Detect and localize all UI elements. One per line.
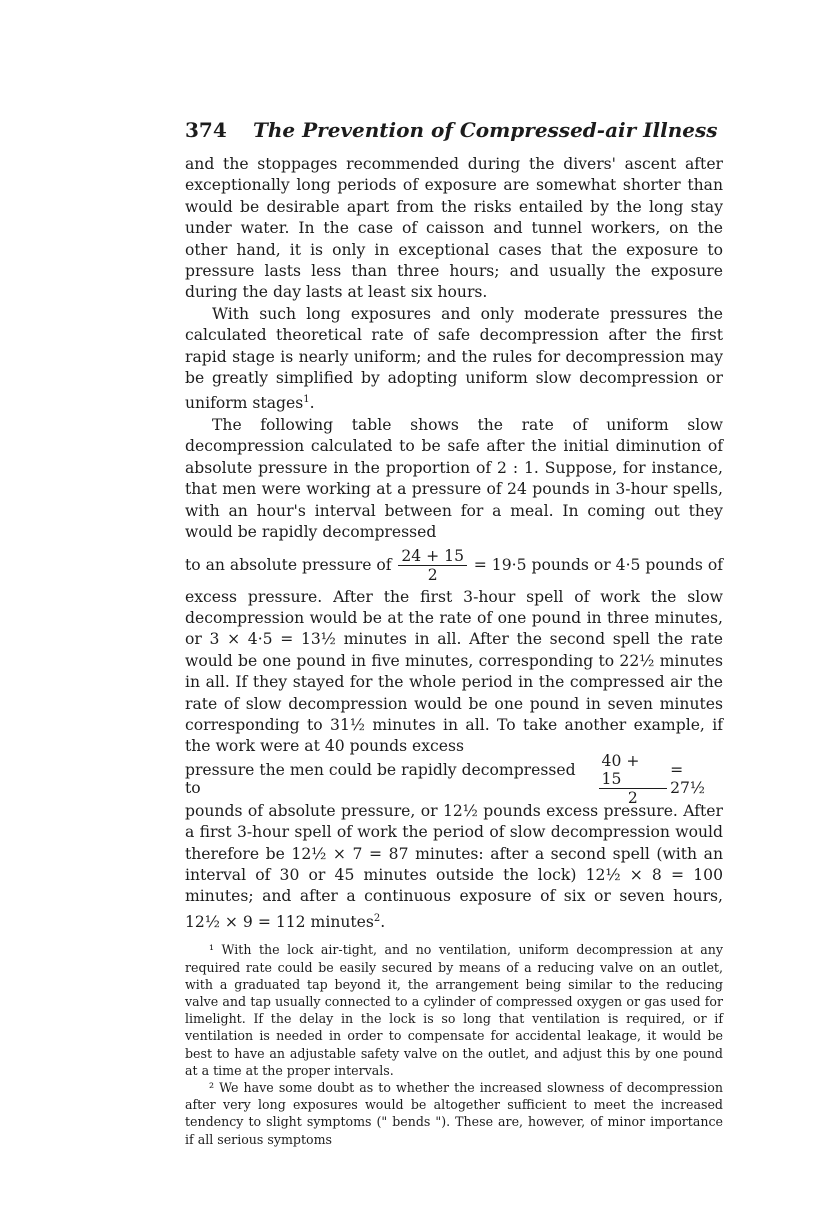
paragraph-3a: The following table shows the rate of uniform slow decompression calculated to be safe after the initial diminution of absolute pressure in the proportion of 2 : 1. Suppose, for instance, that men were working at a pressure of 24 pounds in 3-hour spells, with an hour's interval between for a meal. In coming out they would be rapidly decompressed [185, 416, 723, 542]
fraction-1 [398, 547, 467, 584]
page-number: 374 [185, 118, 227, 142]
paragraph-3b: excess pressure. After the first 3-hour spell of work the slow decompression would be at the rate of one pound in three minutes, or 3 × 4·5 = 13½ minutes in all. After the second spell the rate would be one pound in five minutes, corresponding to 22½ minutes in all. If they stayed for the whole period in the compressed air the rate of slow decompression would be one pound in seven minutes corresponding to 31½ minutes in all. To take another example, if the work were at 40 pounds excess [185, 587, 723, 756]
fraction-2-denominator: 2 [627, 788, 638, 807]
footnote-ref-1: 1 [303, 394, 310, 406]
page [185, 118, 723, 1148]
formula-line-2 [185, 751, 723, 807]
paragraph-1: and the stoppages recommended during the divers' ascent after exceptionally long periods of exposure are somewhat shorter than would be desirable apart from the risks entailed by the long stay under water. In the case of caisson and tunnel workers, on the other hand, it is only in exceptional cases that the exposure to pressure lasts less than three hours; and usually the exposure during the day lasts at least six hours. [185, 155, 723, 302]
formula-2-prefix: pressure the men could be rapidly decompressed to [185, 761, 576, 798]
paragraph-3c: pounds of absolute pressure, or 12½ pounds excess pressure. After a first 3-hour spell of work the period of slow decompression would therefore be 12½ × 7 = 87 minutes: after a second spell (with an interval of 30 or 45 minutes outside the lock) 12½ × 8 = 100 minutes; and after a continuous exposure of six or seven hours, 12½ × 9 = 112 minutes$^2$. [185, 801, 723, 931]
paragraph-2: With such long exposures and only moderate pressures the calculated theoretical rate of safe decompression after the first rapid stage is nearly uniform; and the rules for decompression may be greatly simplified by adopting uniform slow decompression or uniform stages$^1$. [185, 304, 723, 413]
fraction-1-denominator: 2 [427, 565, 438, 584]
body-text [185, 154, 723, 933]
formula-2-suffix: = 27½ [670, 761, 706, 798]
formula-line-1 [185, 544, 723, 587]
fraction-1-numerator: 24 + 15 [398, 547, 467, 566]
paragraph-2-text: With such long exposures and only moderate pressures the calculated theoretical rate of safe decompression after the first rapid stage is nearly uniform; and the rules for decompression may be greatly simplified by adopting uniform slow decompression or uniform stages [185, 304, 723, 413]
running-header [185, 118, 723, 154]
formula-1-prefix: to an absolute pressure of [185, 556, 392, 574]
fraction-2 [599, 752, 668, 807]
paragraph-3c-text: pounds of absolute pressure, or 12½ pounds excess pressure. After a first 3-hour spell of work the period of slow decompression would therefore be 12½ × 7 = 87 minutes: after a second spell (with an interval of 30 or 45 minutes outside the lock) 12½ × 8 = 100 minutes; and after a continuous exposure of six or seven hours, 12½ × 9 = 112 minutes [185, 801, 723, 931]
footnote-ref-2: 2 [373, 912, 381, 924]
running-title: The Prevention of Compressed-air Illness [253, 118, 718, 142]
footnotes [185, 941, 723, 1147]
footnote-2: ² We have some doubt as to whether the increased slowness of decompression after very long exposures would be altogether sufficient to meet the increased tendency to slight symptoms (" bends "). These are, however, of minor importance if all serious symptoms [185, 1080, 723, 1147]
formula-1-suffix: = 19·5 pounds or 4·5 pounds of [473, 556, 723, 574]
fraction-2-numerator: 40 + 15 [599, 752, 668, 789]
footnote-1: ¹ With the lock air-tight, and no ventilation, uniform decompression at any required rate could be easily secured by means of a reducing valve on an outlet, with a graduated tap beyond it, the arrangement being similar to the reducing valve and tap usually connected to a cylinder of compressed oxygen or gas used for limelight. If the delay in the lock is so long that ventilation is required, or if ventilation is needed in order to compensate for accidental leakage, it would be best to have an adjustable safety valve on the outlet, and adjust this by one pound at a time at the proper intervals. [185, 942, 723, 1078]
